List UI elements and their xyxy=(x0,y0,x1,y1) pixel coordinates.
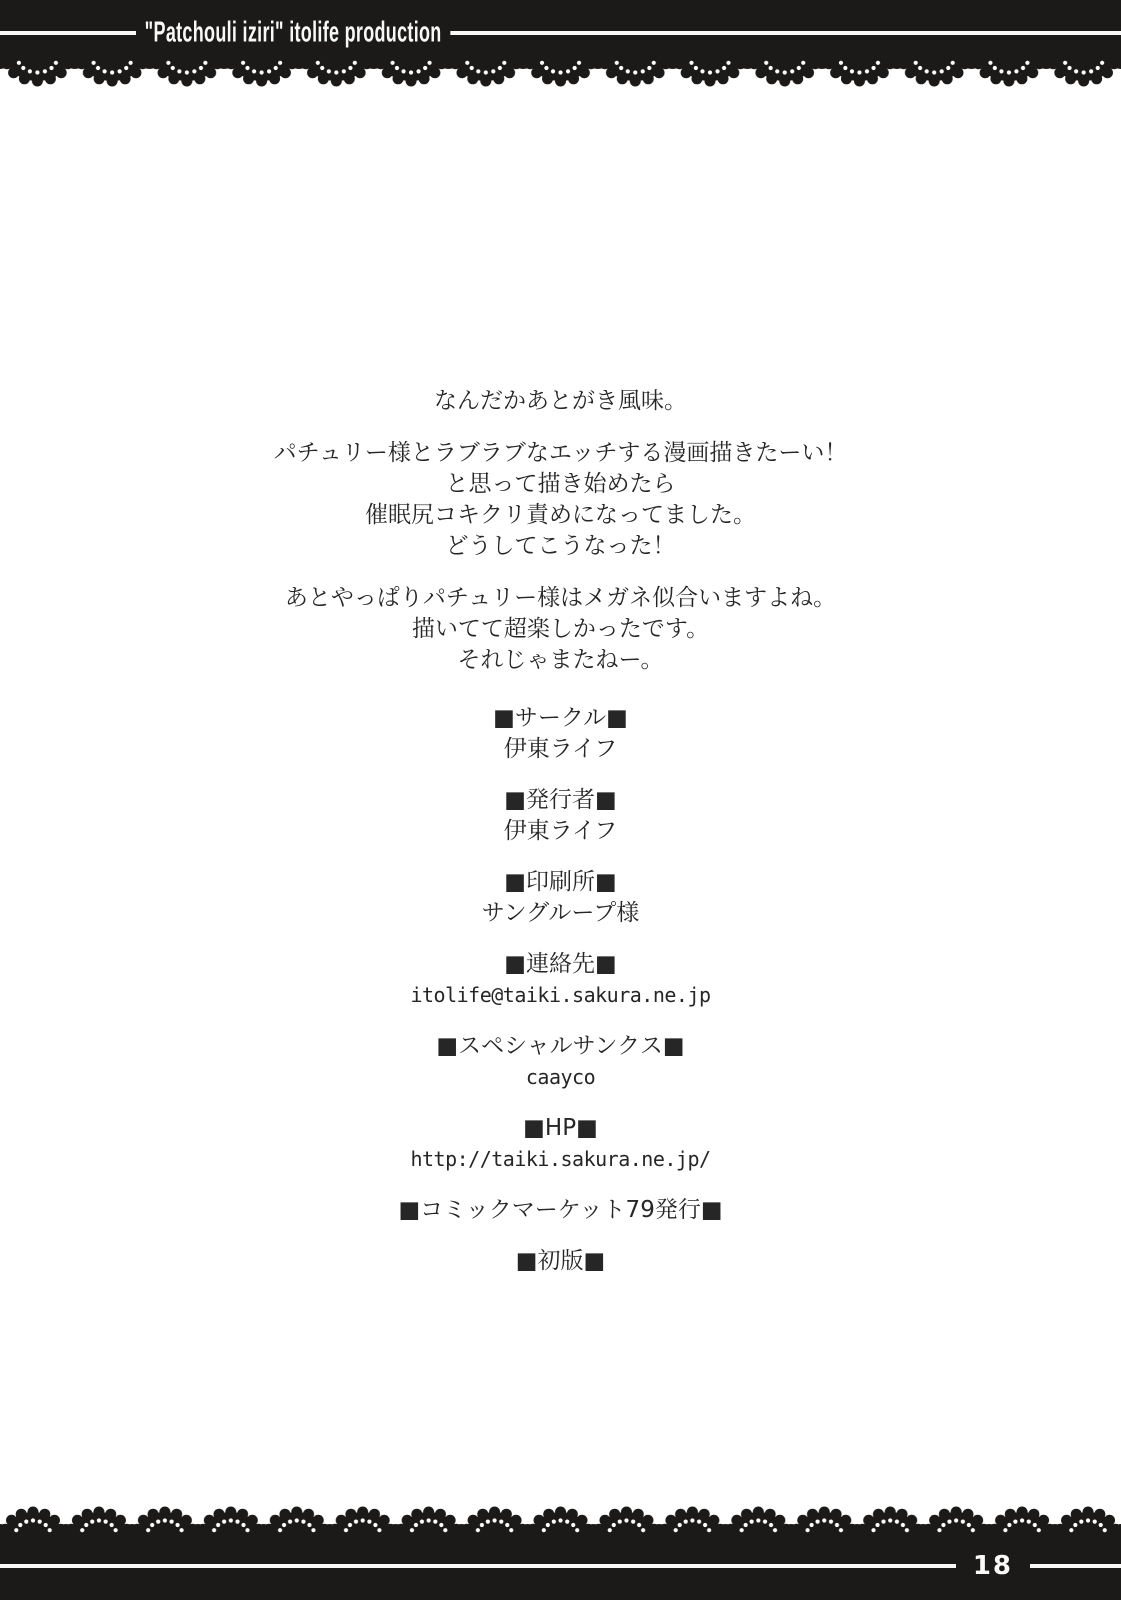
afterword-line: なんだかあとがき風味。 xyxy=(434,388,687,414)
page-title: "Patchouli iziri" itolife production xyxy=(136,14,450,53)
page-number: 18 xyxy=(956,1546,1030,1586)
afterword-line: と思って描き始めたら xyxy=(445,471,676,497)
colophon-label: ■スペシャルサンクス■ xyxy=(436,1033,685,1059)
colophon-label: ■初版■ xyxy=(515,1248,606,1274)
lace-border-bottom xyxy=(0,1503,1121,1537)
afterword-paragraph xyxy=(0,583,1121,676)
colophon-block xyxy=(0,1031,1121,1093)
afterword-line: それじゃまたねー。 xyxy=(457,647,664,673)
colophon-block xyxy=(0,867,1121,929)
colophon-value: http://taiki.sakura.ne.jp/ xyxy=(410,1147,711,1171)
header-band xyxy=(0,0,1121,56)
colophon-value: 伊東ライフ xyxy=(503,736,618,762)
colophon-block xyxy=(0,949,1121,1011)
afterword-paragraph xyxy=(0,438,1121,562)
afterword-line: どうしてこうなった！ xyxy=(445,533,676,559)
colophon-label: ■発行者■ xyxy=(504,787,617,813)
afterword xyxy=(0,386,1121,676)
colophon-label: ■HP■ xyxy=(523,1115,598,1141)
colophon-value: サングループ様 xyxy=(481,900,640,926)
afterword-line: 催眠尻コキクリ責めになってました。 xyxy=(365,502,756,528)
colophon-value: itolife@taiki.sakura.ne.jp xyxy=(410,983,711,1007)
colophon-block xyxy=(0,1195,1121,1226)
afterword-line: あとやっぱりパチュリー様はメガネ似合いますよね。 xyxy=(284,585,837,611)
colophon-value: 伊東ライフ xyxy=(503,818,618,844)
colophon-label: ■連絡先■ xyxy=(504,951,617,977)
colophon-block xyxy=(0,703,1121,765)
colophon-label: ■印刷所■ xyxy=(504,869,617,895)
colophon-value: caayco xyxy=(525,1065,596,1089)
afterword-paragraph xyxy=(0,386,1121,417)
lace-border-top xyxy=(0,56,1121,90)
footer-rule xyxy=(0,1564,1121,1568)
colophon-label: ■コミックマーケット79発行■ xyxy=(398,1197,723,1223)
footer-band xyxy=(0,1537,1121,1600)
colophon-label: ■サークル■ xyxy=(493,705,628,731)
colophon-block xyxy=(0,1246,1121,1277)
colophon-block xyxy=(0,785,1121,847)
colophon-block xyxy=(0,1113,1121,1175)
afterword-line: パチュリー様とラブラブなエッチする漫画描きたーい！ xyxy=(273,440,848,466)
colophon xyxy=(0,703,1121,1297)
afterword-line: 描いてて超楽しかったです。 xyxy=(411,616,710,642)
